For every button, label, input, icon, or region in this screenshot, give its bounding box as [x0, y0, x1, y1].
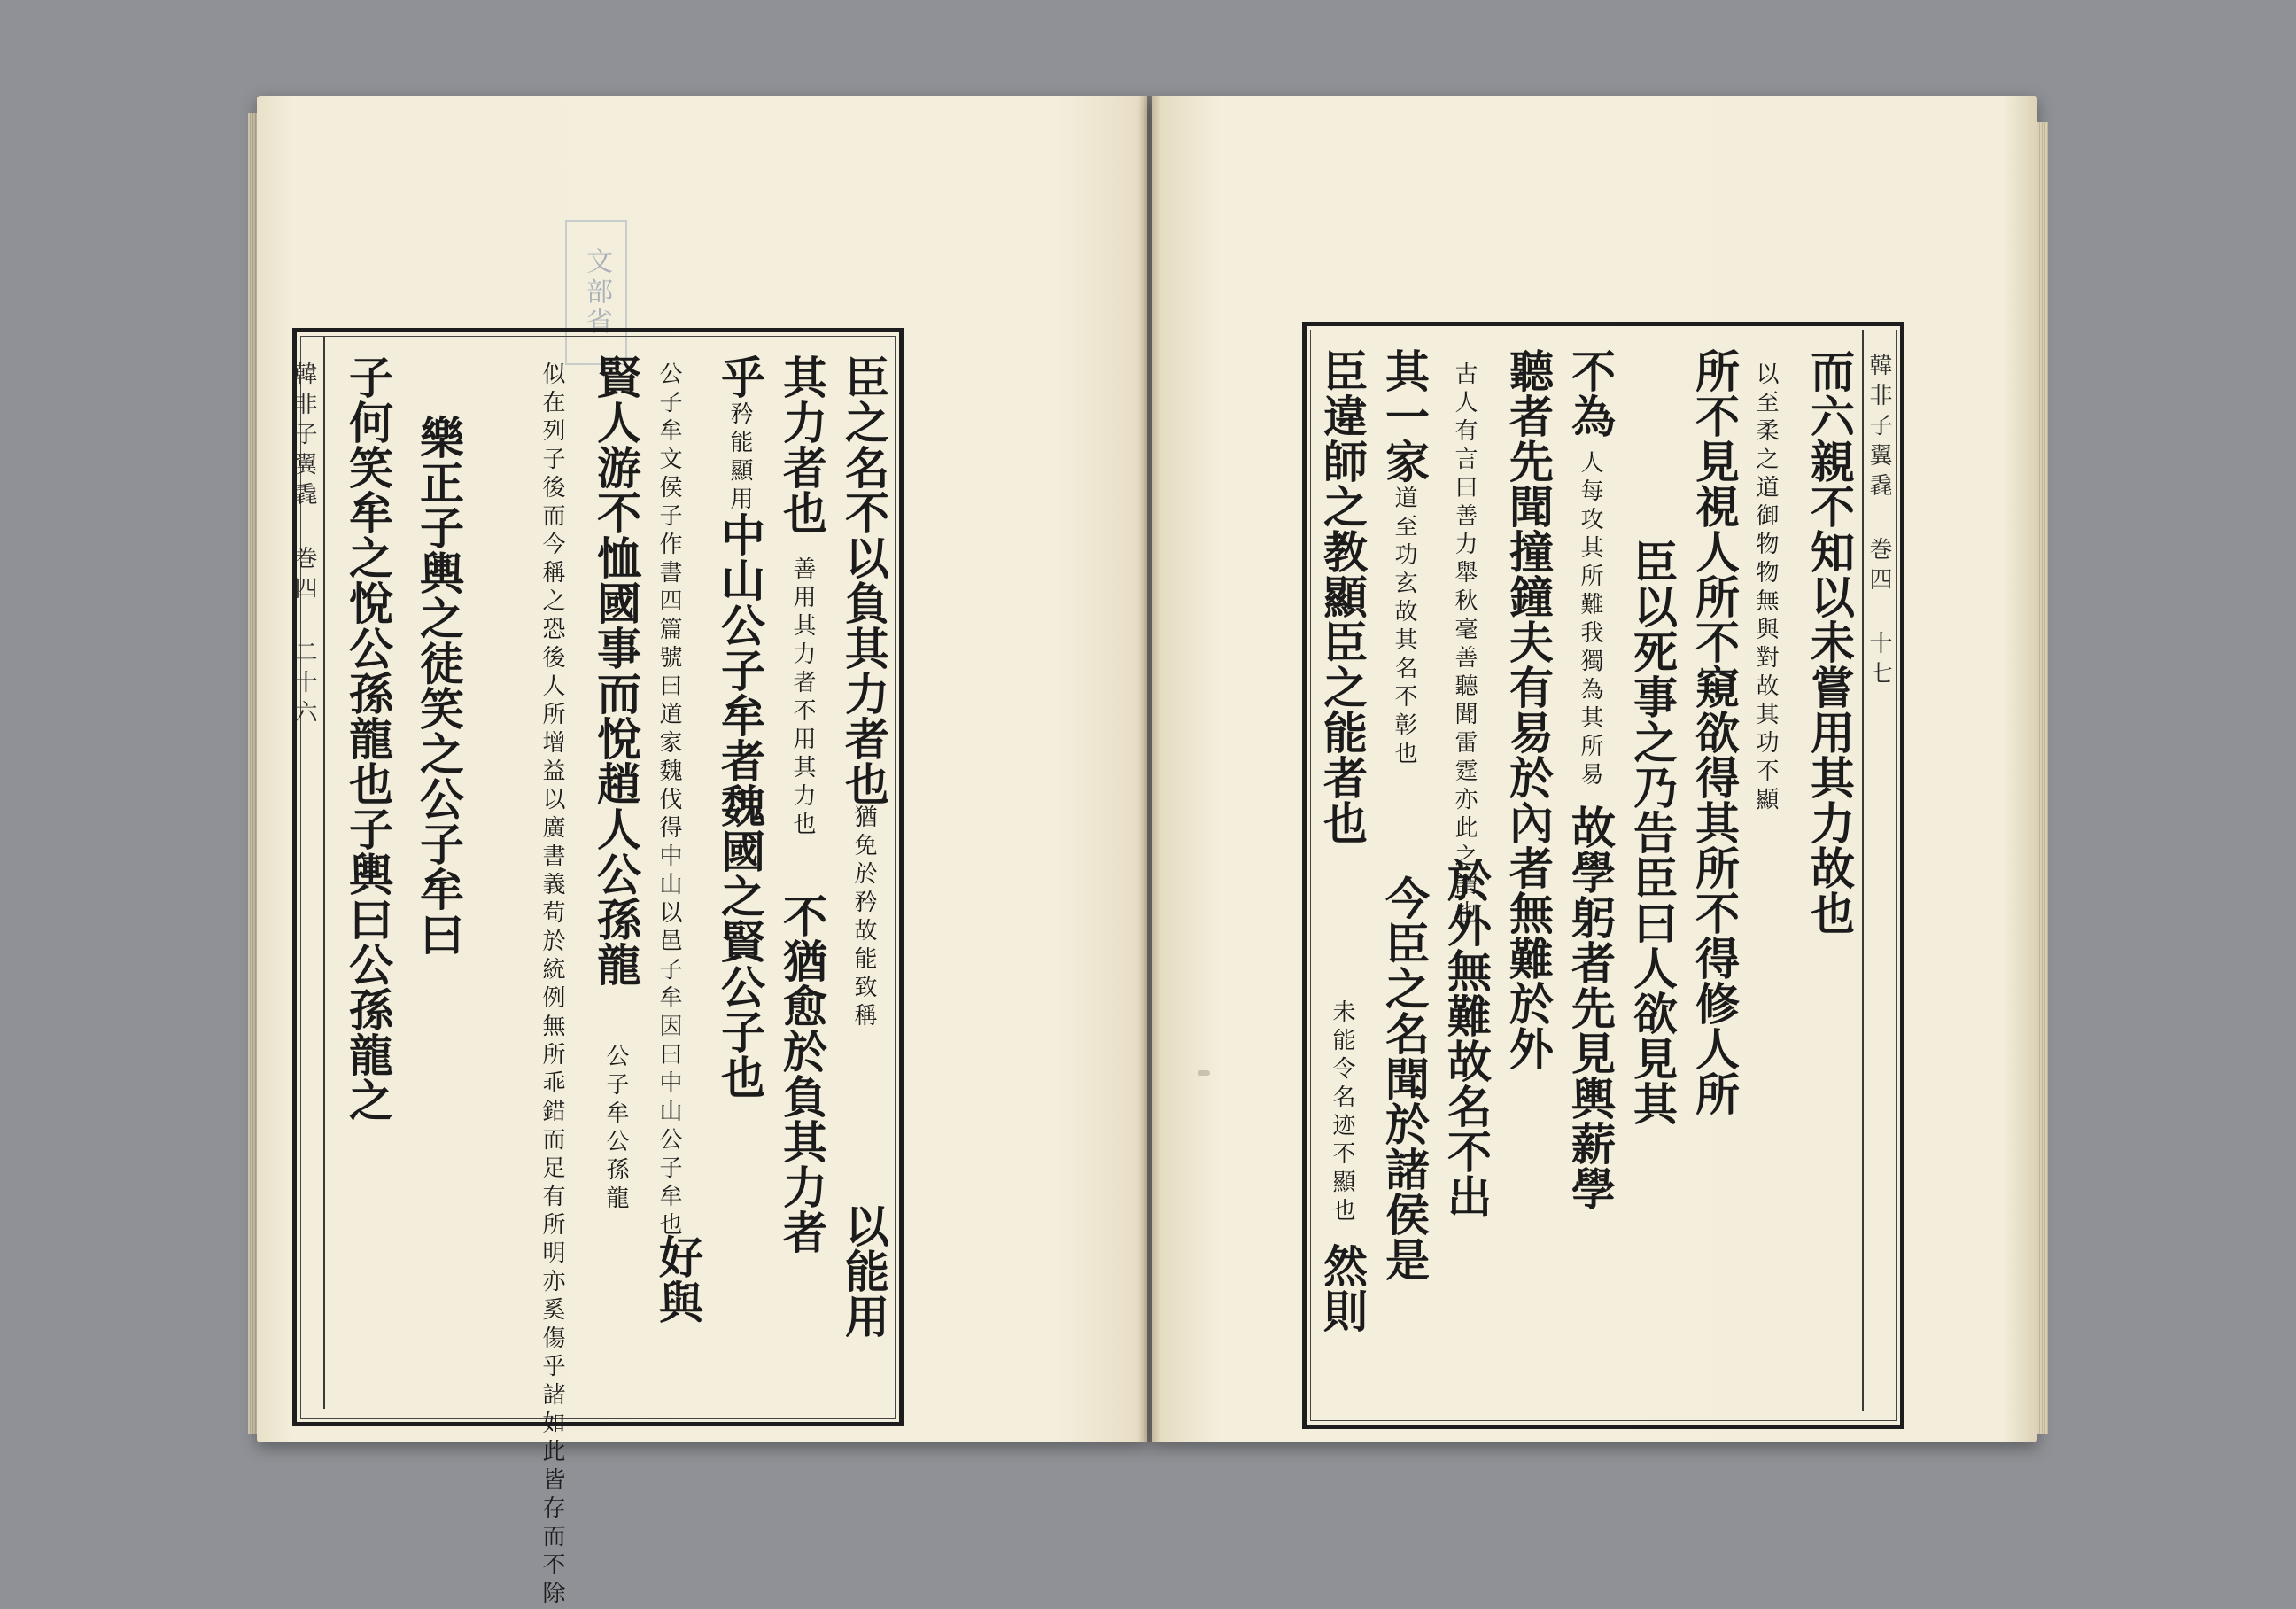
right-col-13: 今臣之名聞於諸侯是 [1378, 875, 1431, 1282]
right-col-5: 不為 [1564, 348, 1617, 439]
right-col-11: 其一家 [1378, 348, 1431, 484]
right-col-9: 古人有言曰善力舉秋毫善聽聞雷霆亦此之謂也 [1451, 361, 1478, 929]
left-col-10: 公子牟文侯子作書四篇號曰道家魏伐得中山以邑子牟因曰中山公子牟也 [655, 361, 682, 1240]
right-col-7: 故學躬者先見輿薪學 [1564, 804, 1617, 1211]
open-book [257, 96, 2037, 1609]
left-col-13: 公子牟公孫龍 [602, 1044, 629, 1214]
right-col-3: 所不見視人所不窺欲得其所不得修人所 [1688, 348, 1741, 1116]
left-col-11: 好與 [652, 1234, 704, 1325]
right-col-1: 而六親不知以未嘗用其力故也 [1803, 348, 1856, 936]
left-column-rule [323, 337, 325, 1409]
left-col-6: 不猶愈於負其力者 [776, 893, 828, 1255]
left-col-2: 猶免於矜故能致稱 [850, 804, 877, 1031]
right-column-rule [1862, 330, 1864, 1411]
left-col-4: 其力者也 [776, 354, 828, 535]
paper-speck [1198, 1070, 1210, 1076]
right-col-6: 人每攻其所難我獨為其所易 [1577, 450, 1603, 790]
right-center-column: 韓非子翼毳 巻四 十七 [1866, 353, 1892, 691]
page-edges-right [2037, 122, 2048, 1434]
book-gutter [1138, 96, 1160, 1442]
left-col-14: 似在列子後而今稱之恐後人所增益以廣書義苟於統例無所乖錯而足有所明亦奚傷乎諸如此皆存而不除 [539, 361, 565, 1609]
page-edges-left [248, 113, 257, 1434]
right-col-2: 以至柔之道御物物無與對故其功不顯 [1752, 361, 1779, 815]
right-col-15: 未能令名迹不顯也 [1329, 999, 1355, 1226]
left-col-5: 善用其力者不用其力也 [789, 556, 816, 840]
left-col-12: 賢人游不恤國事而悅趙人公孫龍 [590, 354, 642, 987]
library-stamp: 文部省 [565, 220, 627, 365]
left-col-16: 子何笑牟之悅公孫龍也子輿曰公孫龍之 [342, 354, 394, 1123]
right-col-16: 然則 [1316, 1243, 1369, 1333]
right-col-4: 臣以死事之乃告臣曰人欲見其 [1626, 539, 1679, 1126]
right-col-14: 臣違師之教顯臣之能者也 [1316, 348, 1369, 845]
right-col-12: 道至功玄故其名不彰也 [1391, 486, 1417, 769]
right-col-10: 於外無難故名不出 [1440, 858, 1493, 1219]
left-col-8: 矜能顯用 [726, 401, 753, 515]
left-col-1: 臣之名不以負其力者也 [838, 354, 890, 806]
left-col-15: 樂正子輿之徒笑之公子牟曰 [413, 415, 465, 957]
left-col-9: 中山公子牟者魏國之賢公子也 [714, 512, 766, 1100]
left-center-column: 韓非子翼毳 巻四 二十六 [291, 361, 317, 730]
left-col-3: 以能用 [838, 1203, 890, 1339]
right-col-8: 聽者先聞撞鐘夫有易於內者無難於外 [1502, 348, 1555, 1071]
left-col-7: 乎 [714, 354, 766, 400]
